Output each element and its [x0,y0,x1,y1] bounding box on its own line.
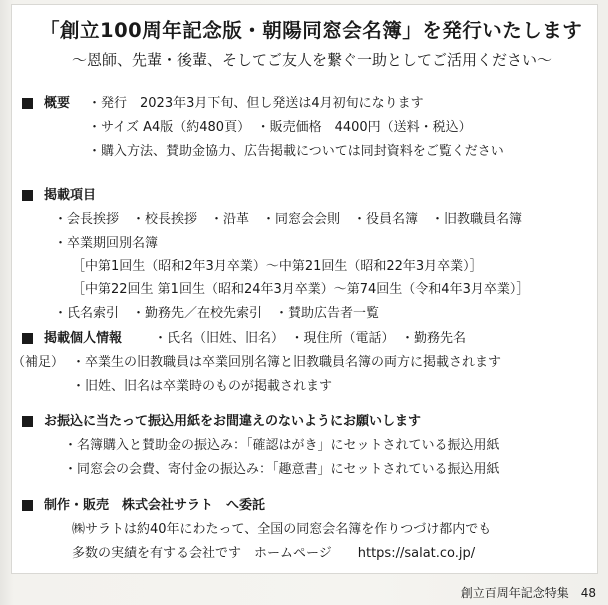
personal-items: ・氏名（旧姓、旧名） ・現住所（電話） ・勤務先名 [154,331,467,346]
square-bullet-icon [22,190,33,201]
overview-line: ・購入方法、賛助金協力、広告掲載については同封資料をご覧ください [88,144,504,159]
production-line: ㈱サラトは約40年にわたって、全国の同窓会名簿を作りつづけ都内でも [72,522,492,537]
transfer-line: ・名簿購入と賛助金の振込み：「確認はがき」にセットされている振込用紙 [64,438,500,453]
square-bullet-icon [22,416,33,427]
square-bullet-icon [22,333,33,344]
square-bullet-icon [22,500,33,511]
personal-note: ・旧姓、旧名は卒業時のものが掲載されます [72,379,333,394]
contents-line: ・卒業期回別名簿 [54,236,159,251]
section-heading: お振込に当たって振込用紙をお間違えのないようにお願いします [44,414,422,429]
personal-note: ・卒業生の旧教職員は卒業回別名簿と旧教職員名簿の両方に掲載されます [72,355,502,370]
contents-line: ［中第1回生（昭和2年3月卒業）〜中第21回生（昭和22年3月卒業）］ [72,259,483,274]
announcement-panel [11,4,598,574]
section-heading: 制作・販売 株式会社サラト へ委託 [44,498,266,513]
page-title: 「創立100周年記念版・朝陽同窓会名簿」を発行いたします [40,19,583,42]
section-heading: 概要 [44,96,71,111]
page-footer: 創立百周年記念特集 48 [460,586,596,600]
transfer-line: ・同窓会の会費、寄付金の振込み：「趣意書」にセットされている振込用紙 [64,462,500,477]
contents-line: ・氏名索引 ・勤務先／在校先索引 ・賛助広告者一覧 [54,306,380,321]
square-bullet-icon [22,98,33,109]
contents-line: ・会長挨拶 ・校長挨拶 ・沿革 ・同窓会会則 ・役員名簿 ・旧教職員名簿 [54,212,523,227]
overview-line: ・サイズ A4版（約480頁） ・販売価格 4400円（送料・税込） [88,120,472,135]
section-heading: 掲載項目 [44,188,97,203]
supplement-label: （補足） [12,355,65,370]
contents-line: ［中第22回生 第1回生（昭和24年3月卒業）〜第74回生（令和4年3月卒業）］ [72,282,530,297]
overview-line: ・発行 2023年3月下旬、但し発送は4月初旬になります [88,96,424,111]
production-line: 多数の実績を有する会社です ホームページ https://salat.co.jp/ [72,546,476,561]
section-heading: 掲載個人情報 [44,331,123,346]
page-subtitle: 〜恩師、先輩・後輩、そしてご友人を繋ぐ一助としてご活用ください〜 [72,51,553,69]
